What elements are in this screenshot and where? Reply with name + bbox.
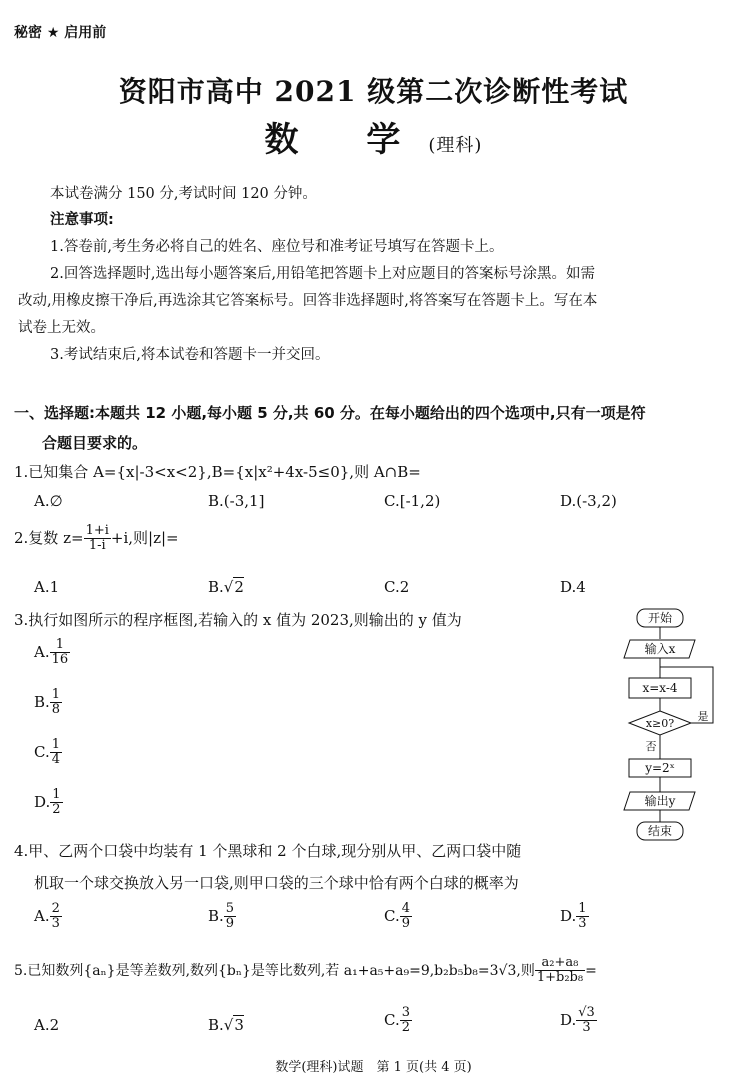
q3-option-a	[34, 638, 70, 668]
secret-label: 秘密 ★ 启用前	[14, 25, 107, 41]
program-flowchart	[615, 605, 725, 845]
flowchart-yes-label: 是	[697, 710, 709, 723]
q3-option-d-label: D.	[34, 792, 51, 811]
q1-option-c: C.[-1,2)	[384, 492, 441, 510]
q4-option-a-fraction	[50, 902, 62, 932]
q3-option-d-fraction	[50, 788, 62, 818]
q5-option-a: A.2	[34, 1016, 60, 1034]
q5-option-b-label: B.	[208, 1016, 224, 1034]
q4-option-b-fraction	[224, 902, 236, 932]
q3-option-d-den: 2	[52, 802, 61, 818]
notice-heading: 注意事项:	[50, 212, 114, 228]
q2-option-b-radicand: 2	[234, 578, 244, 596]
q2-fraction-den: 1-i	[88, 538, 106, 554]
q5-option-d-fraction	[576, 1006, 597, 1036]
q4-option-a-label: A.	[34, 906, 50, 925]
q2-stem	[14, 524, 179, 554]
flowchart-condition-label: x≥0?	[645, 717, 675, 730]
q4-option-c-fraction	[400, 902, 412, 932]
q5-option-d-num: √3	[578, 1005, 595, 1020]
q4-option-c-label: C.	[384, 906, 400, 925]
q5-option-d-den: 3	[582, 1020, 591, 1036]
q3-option-d	[34, 788, 63, 818]
q4-stem-line-1: 4.甲、乙两个口袋中均装有 1 个黑球和 2 个白球,现分别从甲、乙两口袋中随	[14, 842, 522, 860]
exam-title: 资阳市高中 2021 级第二次诊断性考试	[118, 75, 629, 108]
q3-option-b	[34, 688, 62, 718]
notice-intro: 本试卷满分 150 分,考试时间 120 分钟。	[50, 186, 317, 202]
subject-note: (理科)	[428, 135, 483, 156]
q3-option-c-den: 4	[51, 752, 60, 768]
q5-fraction	[535, 956, 585, 986]
q4-option-d-num: 1	[578, 901, 587, 916]
q2-option-d: D.4	[560, 578, 586, 596]
q2-fraction	[84, 524, 111, 554]
q3-option-a-num: 1	[50, 638, 71, 653]
flowchart-end-label: 结束	[647, 824, 673, 838]
q3-option-c	[34, 738, 62, 768]
q4-option-d	[560, 902, 589, 932]
subject-name: 数 学	[264, 120, 429, 160]
q5-option-c-den: 2	[401, 1020, 410, 1036]
q2-option-c: C.2	[384, 578, 410, 596]
q4-option-c	[384, 902, 412, 932]
q4-option-d-label: D.	[560, 906, 577, 925]
q3-option-d-num: 1	[52, 787, 61, 802]
q4-option-c-den: 9	[401, 916, 410, 932]
notice-item-3: 3.考试结束后,将本试卷和答题卡一并交回。	[50, 347, 330, 363]
q5-stem	[14, 956, 597, 986]
q5-option-c-label: C.	[384, 1010, 400, 1029]
q5-option-d-label: D.	[560, 1010, 577, 1029]
q2-option-a: A.1	[34, 578, 60, 596]
q4-option-b-den: 9	[225, 916, 235, 932]
q4-option-a-num: 2	[51, 901, 60, 916]
q1-option-b: B.(-3,1]	[208, 492, 265, 510]
notice-item-1: 1.答卷前,考生务必将自己的姓名、座位号和准考证号填写在答题卡上。	[50, 239, 504, 255]
q3-option-b-fraction	[50, 688, 62, 718]
q4-option-b	[208, 902, 236, 932]
q5-option-b-radicand: 3	[234, 1016, 244, 1034]
q1-option-d: D.(-3,2)	[560, 492, 617, 510]
q5-fraction-den: 1+b₂b₈	[536, 970, 584, 986]
q3-option-a-den: 16	[51, 652, 69, 668]
q2-stem-pre: 2.复数 z=	[14, 528, 84, 547]
section-heading-line-1: 一、选择题:本题共 12 小题,每小题 5 分,共 60 分。在每小题给出的四个选项中,只有一项是符	[14, 404, 646, 422]
flowchart-start-label: 开始	[647, 611, 673, 625]
q5-option-c-fraction	[400, 1006, 412, 1036]
flowchart-compute-label: y=2ˣ	[645, 761, 675, 775]
notice-item-2-line-3: 试卷上无效。	[18, 320, 105, 336]
flowchart-assign-label: x=x-4	[642, 681, 678, 695]
q4-option-c-num: 4	[401, 901, 410, 916]
q4-option-d-fraction	[576, 902, 588, 932]
q5-option-d	[560, 1006, 597, 1036]
q5-option-b: B.√3	[208, 1016, 244, 1034]
q1-option-a: A.∅	[34, 492, 63, 510]
q4-option-a-den: 3	[51, 916, 60, 932]
q3-option-b-den: 8	[51, 702, 61, 718]
q3-option-a-fraction	[50, 638, 71, 668]
q4-option-d-den: 3	[578, 916, 587, 932]
q4-option-a	[34, 902, 62, 932]
q3-option-b-label: B.	[34, 692, 50, 711]
notice-item-2-line-2: 改动,用橡皮擦干净后,再选涂其它答案标号。回答非选择题时,将答案写在答题卡上。写在本	[18, 293, 598, 309]
q5-stem-pre: 5.已知数列{aₙ}是等差数列,数列{bₙ}是等比数列,若 a₁+a₅+a₉=9,b₂b₅b₈=3√3,则	[14, 962, 535, 979]
q3-option-c-label: C.	[34, 742, 50, 761]
flowchart-input-label: 输入x	[644, 642, 676, 656]
q5-stem-post: =	[585, 962, 597, 979]
q2-fraction-num: 1+i	[85, 523, 109, 538]
q3-stem: 3.执行如图所示的程序框图,若输入的 x 值为 2023,则输出的 y 值为	[14, 611, 462, 629]
q5-option-c-num: 3	[401, 1005, 410, 1020]
q3-option-a-label: A.	[34, 642, 50, 661]
q4-stem-line-2: 机取一个球交换放入另一口袋,则甲口袋的三个球中恰有两个白球的概率为	[34, 874, 519, 892]
flowchart-no-label: 否	[645, 740, 657, 753]
q2-option-b-label: B.	[208, 578, 224, 596]
section-heading-line-2: 合题目要求的。	[42, 434, 148, 452]
q5-option-c	[384, 1006, 412, 1036]
q4-option-b-label: B.	[208, 906, 224, 925]
flowchart-output-label: 输出y	[644, 794, 676, 808]
q3-option-c-fraction	[50, 738, 62, 768]
q4-option-b-num: 5	[225, 901, 235, 916]
q2-stem-post: +i,则|z|=	[110, 528, 179, 547]
q2-option-b: B.√2	[208, 578, 244, 596]
q3-option-b-num: 1	[51, 687, 61, 702]
page-footer: 数学(理科)试题 第 1 页(共 4 页)	[275, 1060, 472, 1075]
notice-item-2-line-1: 2.回答选择题时,选出每小题答案后,用铅笔把答题卡上对应题目的答案标号涂黑。如需	[50, 266, 596, 282]
q1-stem: 1.已知集合 A={x|-3<x<2},B={x|x²+4x-5≤0},则 A∩B=	[14, 463, 421, 481]
q3-option-c-num: 1	[51, 737, 60, 752]
q5-fraction-num: a₂+a₈	[535, 956, 585, 971]
subject-title	[0, 112, 747, 161]
